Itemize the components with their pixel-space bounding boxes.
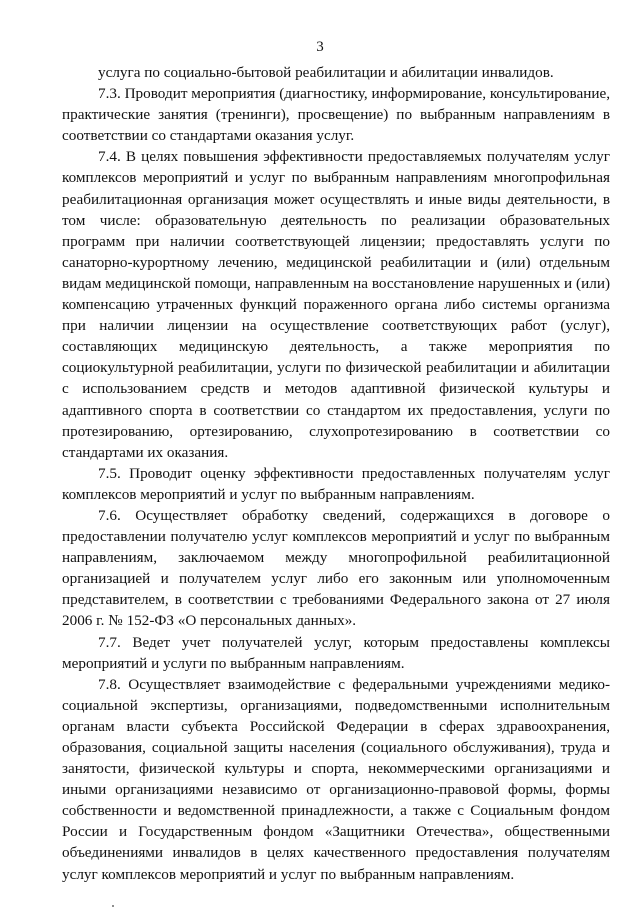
paragraph-7-8: 7.8. Осуществляет взаимодействие с федеральными учреждениями медико-социальной экспертизы, организациями, подведомственными исполнительным органам власти субъекта Российской Федерации в сферах здравоохранения, образования, социальной защиты населения (социального обслуживания), труда и занятости, физической культуры и спорта, некоммерческими организациями и иными организациями независимо от организационно-правовой формы, формы собственности и ведомственной принадлежности, а также с Социальным фондом России и Государственным фондом «Защитники Отечества», общественными объединениями инвалидов в целях качественного предоставления получателям услуг комплексов мероприятий и услуг по выбранным направлениям.: [62, 675, 610, 883]
paragraph-7-7: 7.7. Ведет учет получателей услуг, которым предоставлены комплексы мероприятий и услуги по выбранным направлениям.: [62, 633, 610, 672]
scan-speck: [112, 905, 114, 907]
paragraph-7-2-ending: услуга по социально-бытовой реабилитации и абилитации инвалидов.: [98, 64, 554, 81]
document-body: [62, 62, 610, 885]
page-number: 3: [316, 39, 324, 55]
paragraph-7-5: 7.5. Проводит оценку эффективности предоставленных получателям услуг комплексов мероприятий и услуг по выбранным направлениям.: [62, 464, 610, 503]
paragraph-7-6: 7.6. Осуществляет обработку сведений, содержащихся в договоре о предоставлении получателю услуг комплексов мероприятий и услуг по выбранным направлениям, заключаемом между многопрофильной реабилитационной организацией и получателем услуг либо его законным или уполномоченным представителем, в соответствии с требованиями Федерального закона от 27 июля 2006 г. № 152-ФЗ «О персональных данных».: [62, 506, 610, 630]
paragraph-7-3: 7.3. Проводит мероприятия (диагностику, информирование, консультирование, практические занятия (тренинги), просвещение) по выбранным направлениям в соответствии со стандартами оказания услуг.: [62, 85, 610, 145]
paragraph-7-4: 7.4. В целях повышения эффективности предоставляемых получателям услуг комплексов мероприятий и услуг по выбранным направлениям многопрофильная реабилитационная организация может осуществлять и иные виды деятельности, в том числе: образовательную деятельность по реализации образовательных программ при наличии соответствующей лицензии; предоставлять услуги по санаторно-курортному лечению, медицинской реабилитации и (или) отдельным видам медицинской помощи, направленным на восстановление нарушенных и (или) компенсацию утраченных функций пораженного органа либо системы организма при наличии лицензии на осуществление соответствующих работ (услуг), составляющих медицинскую деятельность, а также мероприятия по социокультурной реабилитации, услуги по физической реабилитации и абилитации с использованием средств и методов адаптивной физической культуры и адаптивного спорта в соответствии со стандартом их предоставления, услуги по протезированию, ортезированию, слухопротезированию в соответствии со стандартами их оказания.: [62, 148, 610, 461]
